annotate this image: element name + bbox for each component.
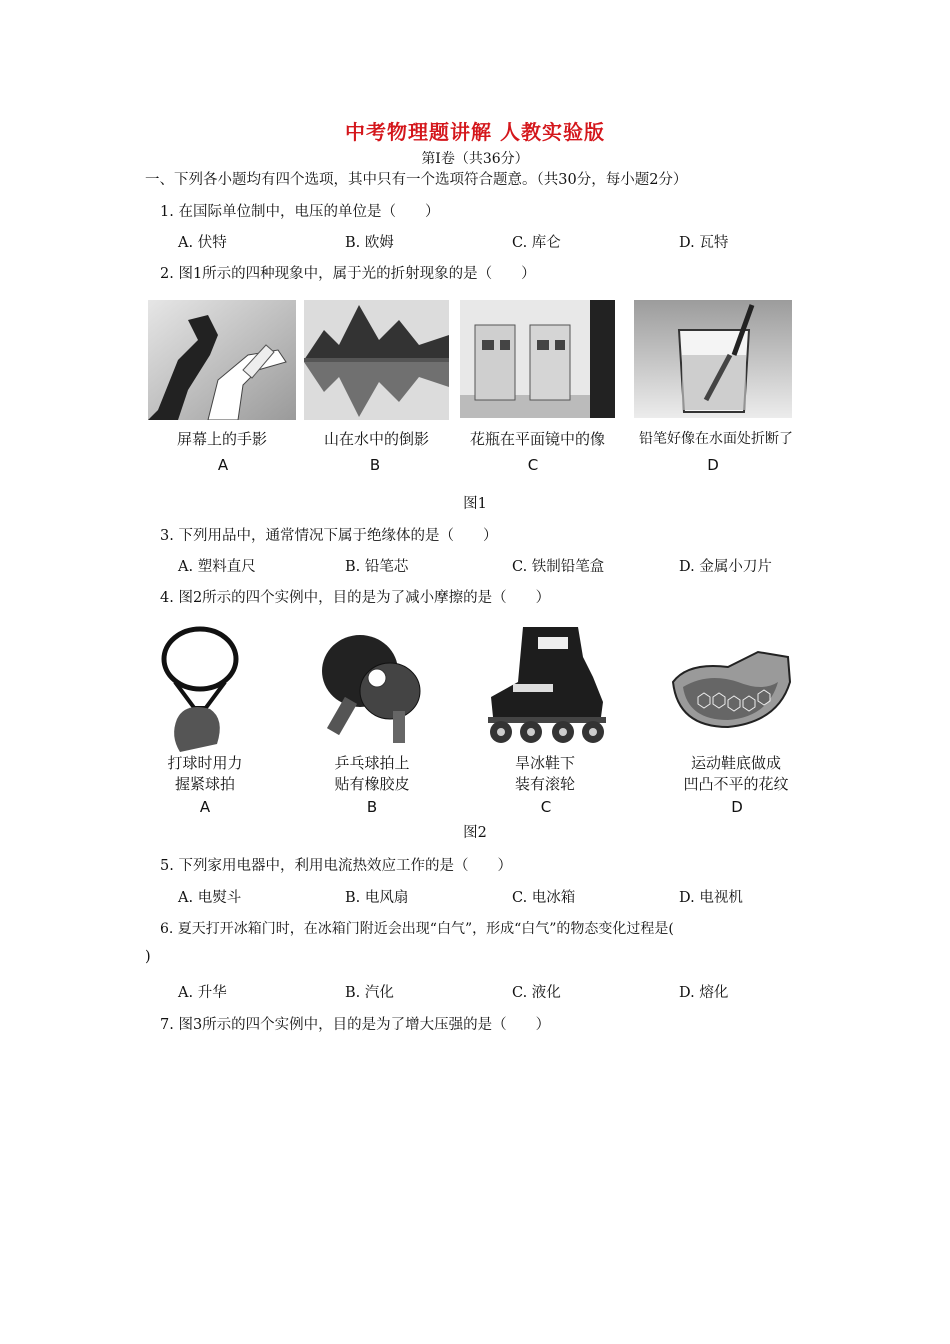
- q5-option-d: D. 电视机: [679, 890, 743, 906]
- q6-option-a: A. 升华: [178, 985, 227, 1001]
- question-2: 2. 图1所示的四种现象中，属于光的折射现象的是（ ）: [160, 266, 536, 282]
- fig2-caption-c-line1: 旱冰鞋下: [514, 754, 575, 772]
- fig2-letter-c: C: [540, 798, 552, 816]
- q5-option-a: A. 电熨斗: [178, 890, 242, 906]
- fig2-letter-a: A: [199, 798, 211, 816]
- sports-shoe-image: [668, 642, 793, 732]
- q3-option-b: B. 铅笔芯: [345, 559, 409, 575]
- question-4: 4. 图2所示的四个实例中，目的是为了减小摩擦的是（ ）: [160, 590, 551, 606]
- fig1-letter-d: D: [707, 456, 719, 474]
- tennis-racket-image: [155, 624, 250, 752]
- fig1-caption-b: 山在水中的倒影: [323, 430, 429, 448]
- page-title: 中考物理题讲解 人教实验版: [345, 120, 605, 144]
- q1-option-c: C. 库仑: [512, 235, 561, 251]
- mountain-reflection-image: [304, 300, 449, 420]
- roller-skate-image: [483, 622, 611, 744]
- fig2-caption-b-line1: 乒乓球拍上: [334, 754, 410, 772]
- question-3: 3. 下列用品中，通常情况下属于绝缘体的是（ ）: [160, 528, 498, 544]
- fig2-caption-a-line1: 打球时用力: [167, 754, 243, 772]
- q3-option-c: C. 铁制铅笔盒: [512, 559, 605, 575]
- fig1-caption-a: 屏幕上的手影: [176, 430, 267, 448]
- section-subtitle: 第Ⅰ卷（共36分）: [421, 151, 529, 167]
- q5-option-c: C. 电冰箱: [512, 890, 576, 906]
- q6-option-b: B. 汽化: [345, 985, 394, 1001]
- pencil-in-water-image: [634, 300, 792, 418]
- figure-2-label: 图2: [463, 825, 487, 841]
- figure-1-label: 图1: [463, 496, 487, 512]
- question-7: 7. 图3所示的四个实例中，目的是为了增大压强的是（ ）: [160, 1017, 551, 1033]
- hand-shadow-image: [148, 300, 296, 420]
- fig2-caption-b-line2: 贴有橡胶皮: [334, 775, 410, 793]
- fig2-letter-d: D: [731, 798, 743, 816]
- fig2-letter-b: B: [366, 798, 378, 816]
- vase-mirror-image: [460, 300, 615, 418]
- question-1: 1. 在国际单位制中，电压的单位是（ ）: [160, 204, 440, 220]
- q3-option-a: A. 塑料直尺: [178, 559, 256, 575]
- q6-option-c: C. 液化: [512, 985, 561, 1001]
- question-6-cont: ): [145, 949, 151, 965]
- q5-option-b: B. 电风扇: [345, 890, 409, 906]
- fig1-caption-c: 花瓶在平面镜中的像: [469, 430, 605, 448]
- q6-option-d: D. 熔化: [679, 985, 729, 1001]
- question-6: 6. 夏天打开冰箱门时，在冰箱门附近会出现“白气”，形成“白气”的物态变化过程是(: [160, 921, 674, 937]
- q1-option-b: B. 欧姆: [345, 235, 394, 251]
- q1-option-a: A. 伏特: [178, 235, 227, 251]
- fig1-caption-d: 铅笔好像在水面处折断了: [639, 431, 793, 447]
- ping-pong-paddle-image: [315, 626, 430, 744]
- fig1-letter-c: C: [527, 456, 539, 474]
- fig2-caption-d-line2: 凹凸不平的花纹: [683, 775, 789, 793]
- q3-option-d: D. 金属小刀片: [679, 559, 772, 575]
- fig1-letter-a: A: [217, 456, 229, 474]
- section-instruction: 一、下列各小题均有四个选项，其中只有一个选项符合题意。（共30分，每小题2分）: [145, 172, 688, 188]
- q1-option-d: D. 瓦特: [679, 235, 729, 251]
- fig2-caption-d-line1: 运动鞋底做成: [690, 754, 781, 772]
- fig2-caption-c-line2: 装有滚轮: [514, 775, 575, 793]
- fig1-letter-b: B: [369, 456, 381, 474]
- question-5: 5. 下列家用电器中，利用电流热效应工作的是（ ）: [160, 858, 512, 874]
- fig2-caption-a-line2: 握紧球拍: [174, 775, 235, 793]
